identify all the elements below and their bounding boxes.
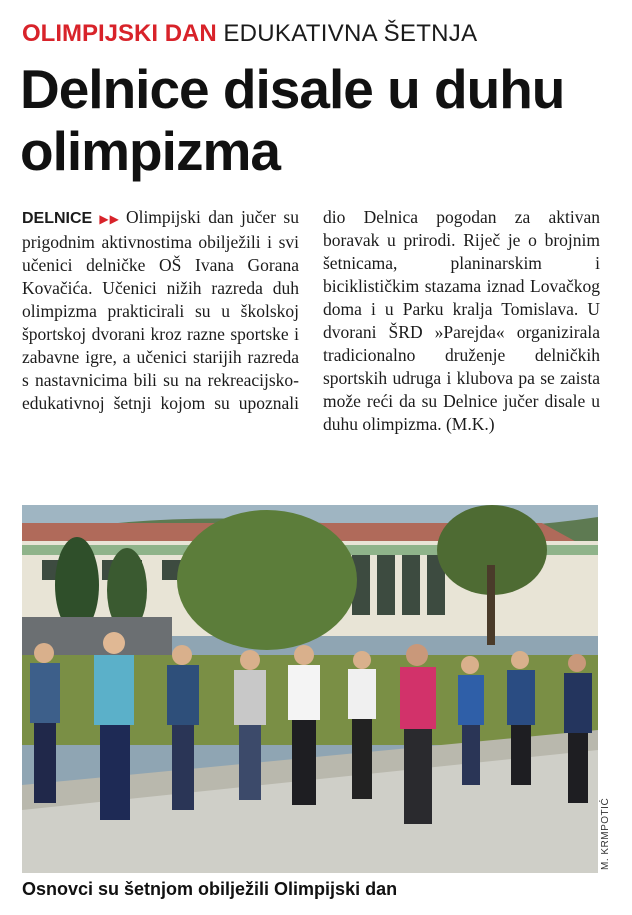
article-photo — [22, 505, 598, 873]
article-body — [22, 206, 600, 481]
headline: Delnice disale u duhu olimpizma — [20, 58, 565, 182]
photo-caption: Osnovci su šetnjom obilježili Olimpijski dan — [22, 879, 398, 899]
kicker — [22, 20, 477, 48]
dateline: DELNICE — [22, 210, 93, 227]
article-body-text: Olimpijski dan jučer su prigodnim aktivnostima obilježili i svi učenici delničke OŠ Ivana Gorana Kovačića. Učenici nižih razreda duh olimpizma prakticirali su u školskoj športskoj dvorani kroz razne sportske i zabavne igre, a učenici starijih razreda s nastavnicima bili su na rekreacijsko-edukativnoj šetnji kojom su upoznali dio Delnica pogodan za aktivan boravak u prirodi. Riječ je o brojnim šetnicama, planinarskim i biciklističkim stazama iznad Lovačkog doma i u Parku kralja Tomislava. U dvorani ŠRD »Parejda« organizirala tradicionalno druženje delničkih sportskih udruga i klubova pa se zaista može reći da su Delnice jučer disale u duhu olimpizma. (M.K.) — [22, 207, 600, 434]
kicker-section: OLIMPIJSKI DAN — [22, 20, 217, 47]
kicker-topic: EDUKATIVNA ŠETNJA — [223, 20, 478, 47]
photo-credit: M. KRMPOTIĆ — [600, 797, 611, 870]
dateline-arrows-icon: ▶▶ — [96, 212, 120, 226]
